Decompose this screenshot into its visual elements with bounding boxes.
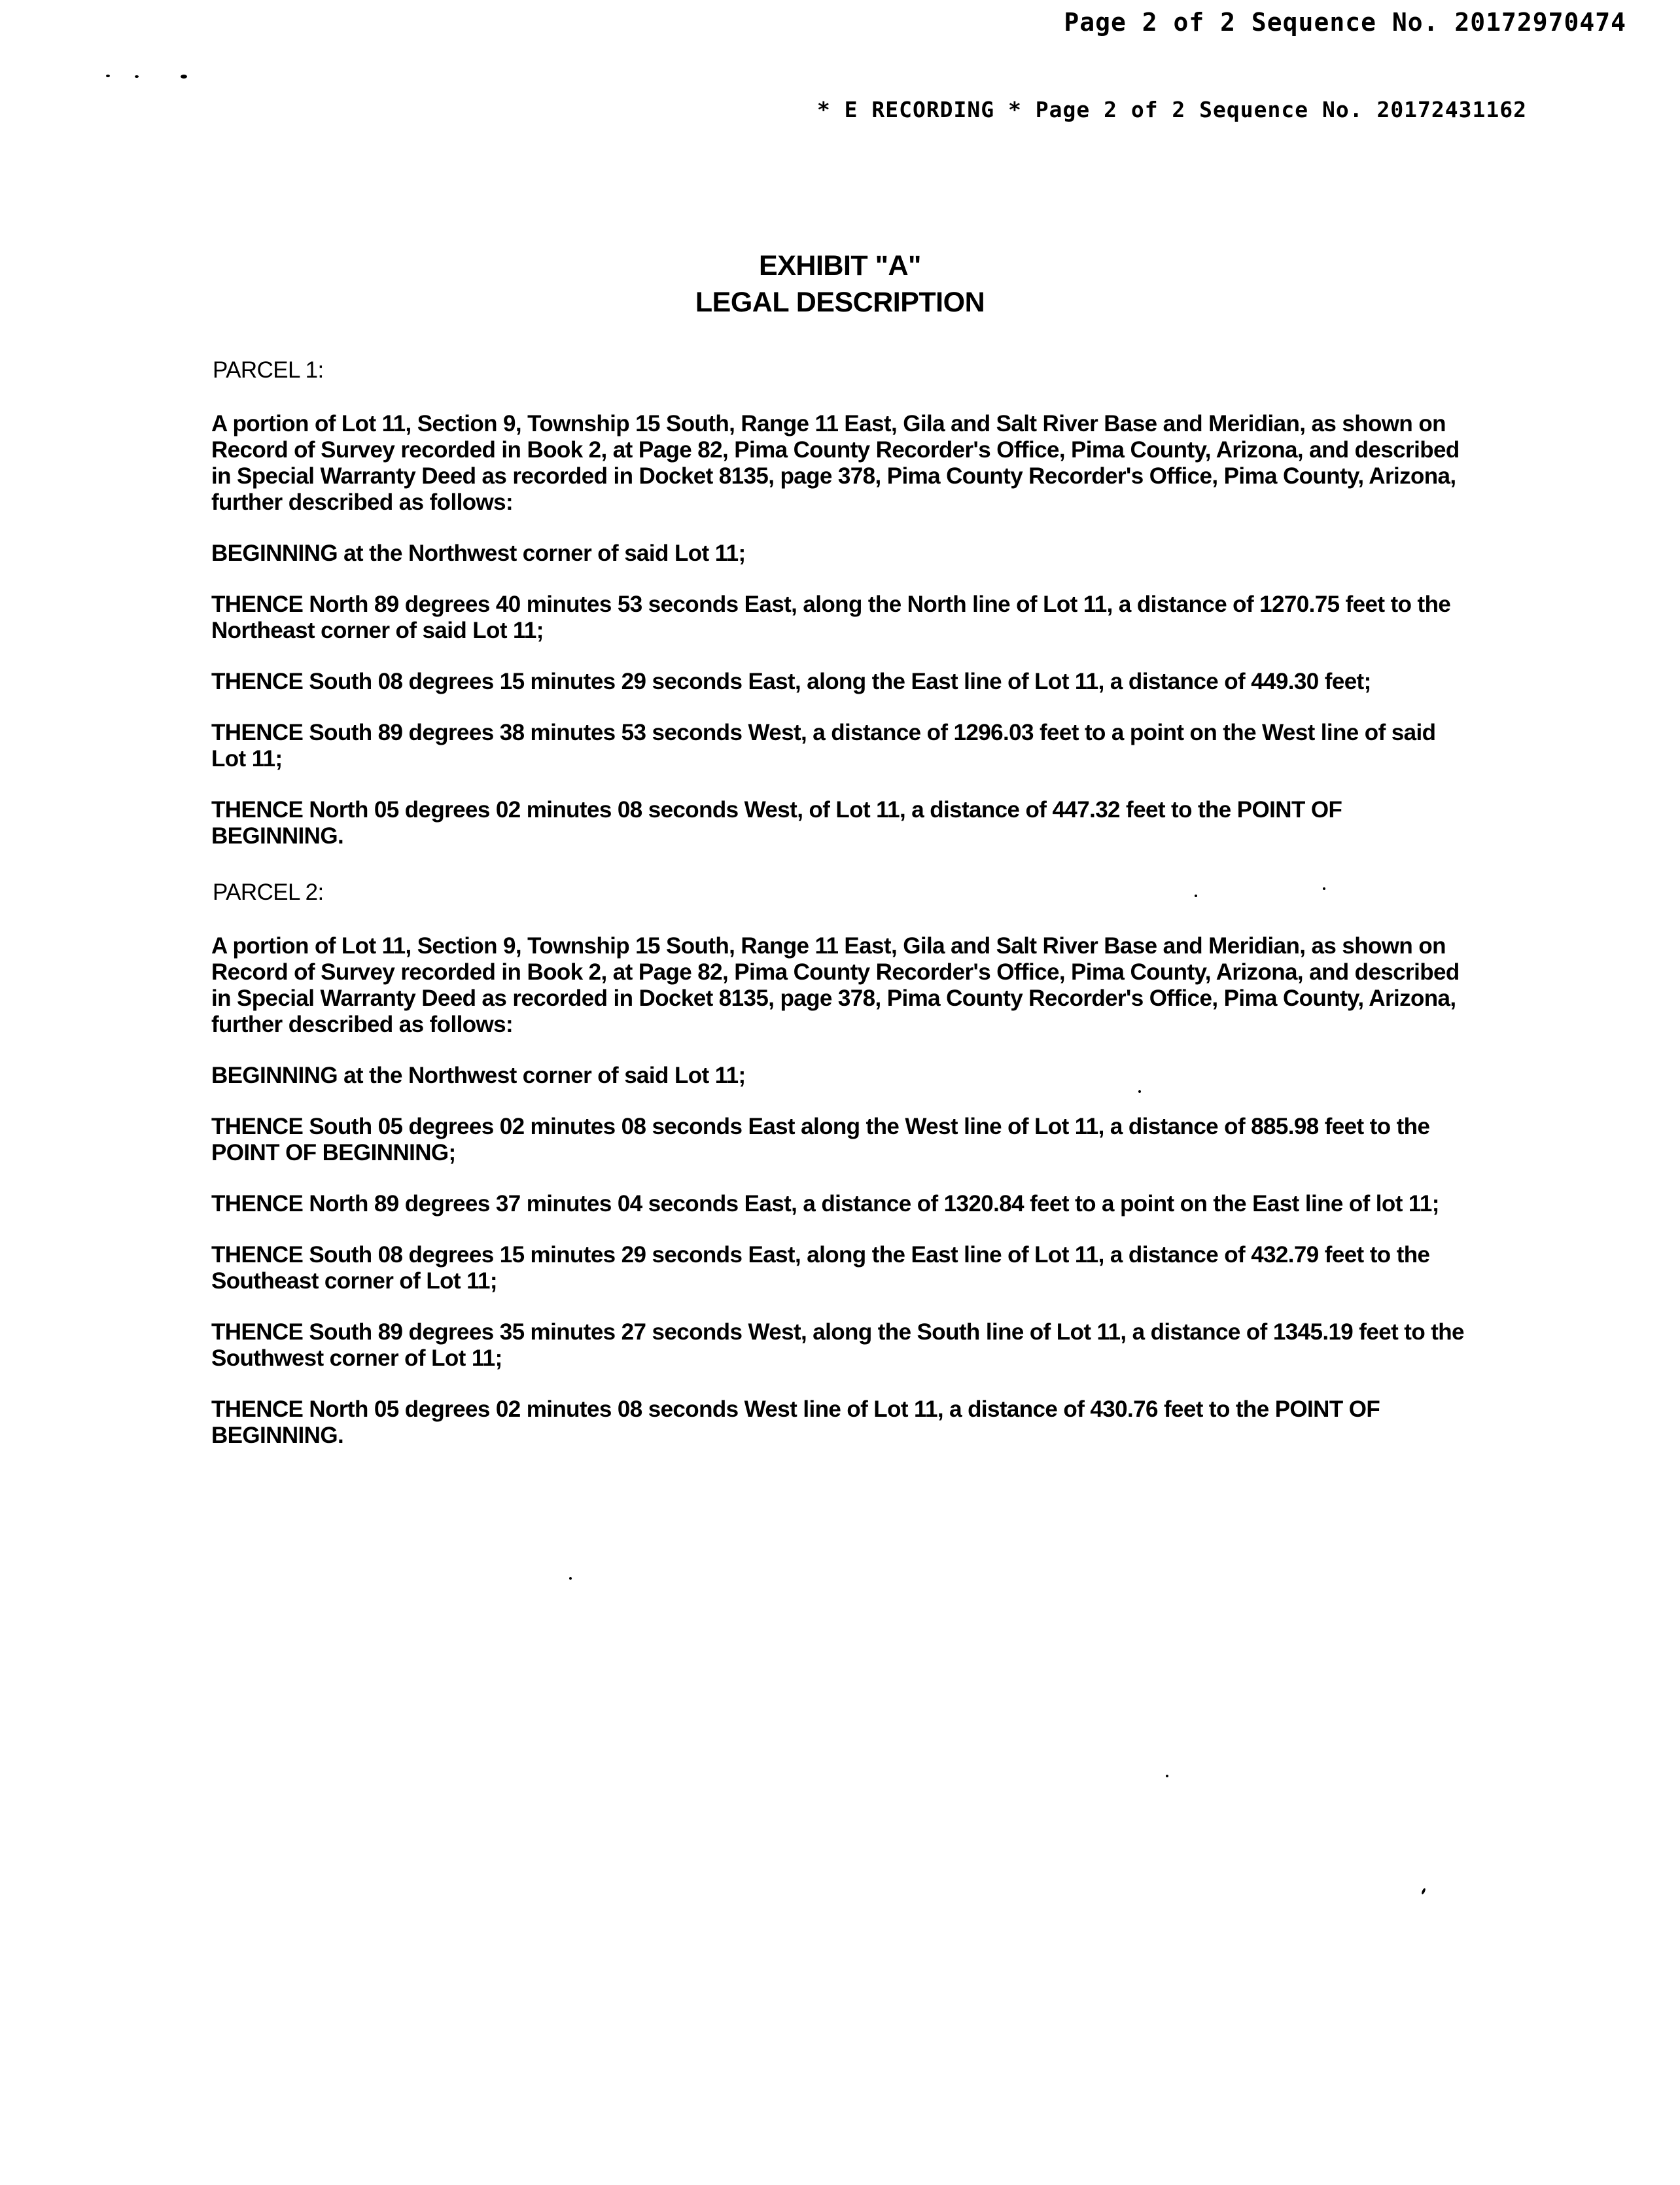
course-paragraph: THENCE South 08 degrees 15 minutes 29 seconds East, along the East line of Lot 11, a distance of 449.30 feet; (211, 669, 1371, 694)
course-paragraph: BEGINNING at the Northwest corner of said Lot 11; (211, 1063, 746, 1088)
exhibit-title: EXHIBIT "A" (759, 250, 921, 281)
scan-speck (1421, 1888, 1426, 1895)
scan-speck (1166, 1775, 1168, 1777)
erecording-stamp: * E RECORDING * Page 2 of 2 Sequence No. 20172431162 (816, 97, 1527, 122)
course-paragraph: THENCE South 89 degrees 35 minutes 27 seconds West, along the South line of Lot 11, a distance of 1345.19 feet to the Southwest corner of Lot 11; (211, 1319, 1464, 1371)
course-paragraph: THENCE North 05 degrees 02 minutes 08 seconds West, of Lot 11, a distance of 447.32 feet to the POINT OF BEGINNING. (211, 797, 1342, 849)
legal-description-title: LEGAL DESCRIPTION (695, 287, 985, 318)
parcel-label: PARCEL 2: (213, 879, 324, 905)
page-sequence-stamp: Page 2 of 2 Sequence No. 20172970474 (1064, 8, 1626, 37)
parcel-label: PARCEL 1: (213, 357, 324, 383)
scan-speck (181, 75, 187, 79)
scan-speck (106, 75, 110, 77)
legal-description-body (211, 357, 1474, 1479)
scan-speck (569, 1577, 572, 1580)
parcel-2 (211, 879, 1474, 1449)
course-paragraph: THENCE South 08 degrees 15 minutes 29 seconds East, along the East line of Lot 11, a distance of 432.79 feet to the Southeast corner of Lot 11; (211, 1242, 1430, 1294)
course-paragraph: THENCE North 89 degrees 40 minutes 53 seconds East, along the North line of Lot 11, a distance of 1270.75 feet to the Northeast corner of said Lot 11; (211, 592, 1451, 643)
course-paragraph: THENCE North 89 degrees 37 minutes 04 seconds East, a distance of 1320.84 feet to a point on the East line of lot 11; (211, 1191, 1439, 1217)
course-paragraph: THENCE South 05 degrees 02 minutes 08 seconds East along the West line of Lot 11, a distance of 885.98 feet to the POINT OF BEGINNING; (211, 1114, 1430, 1165)
parcel-intro-paragraph: A portion of Lot 11, Section 9, Township 15 South, Range 11 East, Gila and Salt River Base and Meridian, as shown on Record of Survey recorded in Book 2, at Page 82, Pima County Recorder's Office, Pima County, Arizona, and described in Special Warranty Deed as recorded in Docket 8135, page 378, Pima County Recorder's Office, Pima County, Arizona, further described as follows: (211, 933, 1460, 1037)
parcel-intro-paragraph: A portion of Lot 11, Section 9, Township 15 South, Range 11 East, Gila and Salt River Base and Meridian, as shown on Record of Survey recorded in Book 2, at Page 82, Pima County Recorder's Office, Pima County, Arizona, and described in Special Warranty Deed as recorded in Docket 8135, page 378, Pima County Recorder's Office, Pima County, Arizona, further described as follows: (211, 411, 1460, 515)
scan-speck (135, 75, 139, 78)
course-paragraph: BEGINNING at the Northwest corner of said Lot 11; (211, 541, 746, 566)
course-paragraph: THENCE North 05 degrees 02 minutes 08 seconds West line of Lot 11, a distance of 430.76 feet to the POINT OF BEGINNING. (211, 1396, 1380, 1448)
document-heading (0, 247, 1680, 321)
parcel-1 (211, 357, 1474, 849)
course-paragraph: THENCE South 89 degrees 38 minutes 53 seconds West, a distance of 1296.03 feet to a point on the West line of said Lot 11; (211, 720, 1436, 772)
